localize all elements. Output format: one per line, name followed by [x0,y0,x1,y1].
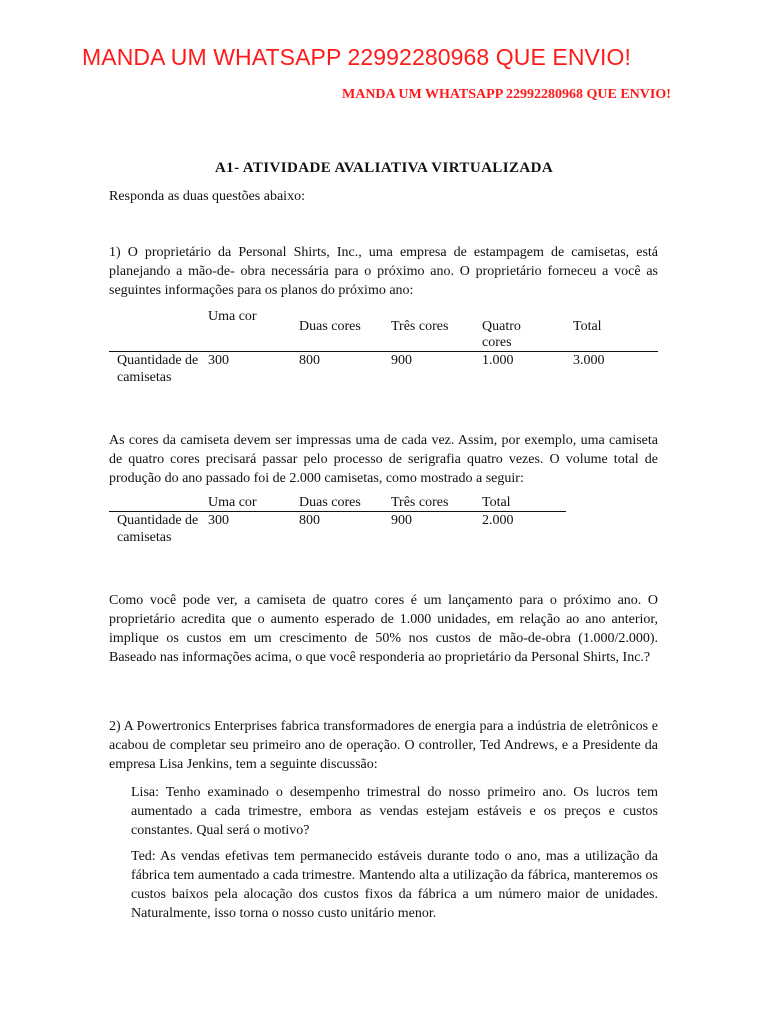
table2-cell: 800 [299,513,320,528]
table1-header: Total [573,319,602,334]
table1-row-label: Quantidade de camisetas [117,353,199,385]
table2-header: Uma cor [208,495,257,510]
table2-cell: 900 [391,513,412,528]
table2-header: Total [482,495,511,510]
dialogue-lisa: Lisa: Tenho examinado o desempenho trimestral do nosso primeiro ano. Os lucros tem aumentado a cada trimestre, embora as vendas estejam estáveis e os preços e custos constantes. Qual será o motivo? [131,785,658,838]
instruction-text: Responda as duas questões abaixo: [109,189,305,204]
table1-cell: 3.000 [573,353,605,368]
table2-header: Três cores [391,495,449,510]
dialogue-ted: Ted: As vendas efetivas tem permanecido estáveis durante todo o ano, mas a utilização da fábrica tem aumentado a cada trimestre. Mantendo alta a utilização da fábrica, manteremos os custos baixos pela alocação dos custos fixos da fábrica a um número maior de unidades. Naturalmente, isso torna o nosso custo unitário menor. [131,849,658,921]
question2-intro: 2) A Powertronics Enterprises fabrica transformadores de energia para a indústria de eletrônicos e acabou de completar seu primeiro ano de operação. O controller, Ted Andrews, e a Presidente da empresa Lisa Jenkins, tem a seguinte discussão: [109,719,658,772]
table1-header: Três cores [391,319,449,334]
table1-header: Duas cores [299,319,361,334]
table1-cell: 900 [391,353,412,368]
document-title: A1- ATIVIDADE AVALIATIVA VIRTUALIZADA [214,160,554,176]
table2-row-label: Quantidade de camisetas [117,513,199,545]
table2-cell: 300 [208,513,229,528]
whatsapp-banner-small: MANDA UM WHATSAPP 22992280968 QUE ENVIO! [342,87,671,102]
table1-header: Quatro cores [482,319,521,350]
table1-cell: 1.000 [482,353,514,368]
question1-closing: Como você pode ver, a camiseta de quatro cores é um lançamento para o próximo ano. O proprietário acredita que o aumento esperado de 1.000 unidades, em relação ao ano anterior, implique os custos em um crescimento de 50% nos custos de mão-de-obra (1.000/2.000). Baseado nas informações acima, o que você responderia ao proprietário da Personal Shirts, Inc.? [109,593,658,665]
whatsapp-banner-large: MANDA UM WHATSAPP 22992280968 QUE ENVIO! [82,44,631,70]
table1-cell: 300 [208,353,229,368]
question1-intro: 1) O proprietário da Personal Shirts, Inc., uma empresa de estampagem de camisetas, está planejando a mão-de- obra necessária para o próximo ano. O proprietário forneceu a você as seguintes informações para os planos do próximo ano: [109,245,658,298]
table2-header: Duas cores [299,495,361,510]
table2-cell: 2.000 [482,513,514,528]
question1-middle: As cores da camiseta devem ser impressas uma de cada vez. Assim, por exemplo, uma camiseta de quatro cores precisará passar pelo processo de serigrafia quatro vezes. O volume total de produção do ano passado foi de 2.000 camisetas, como mostrado a seguir: [109,433,658,486]
table1-header: Uma cor [208,309,257,324]
table1-cell: 800 [299,353,320,368]
